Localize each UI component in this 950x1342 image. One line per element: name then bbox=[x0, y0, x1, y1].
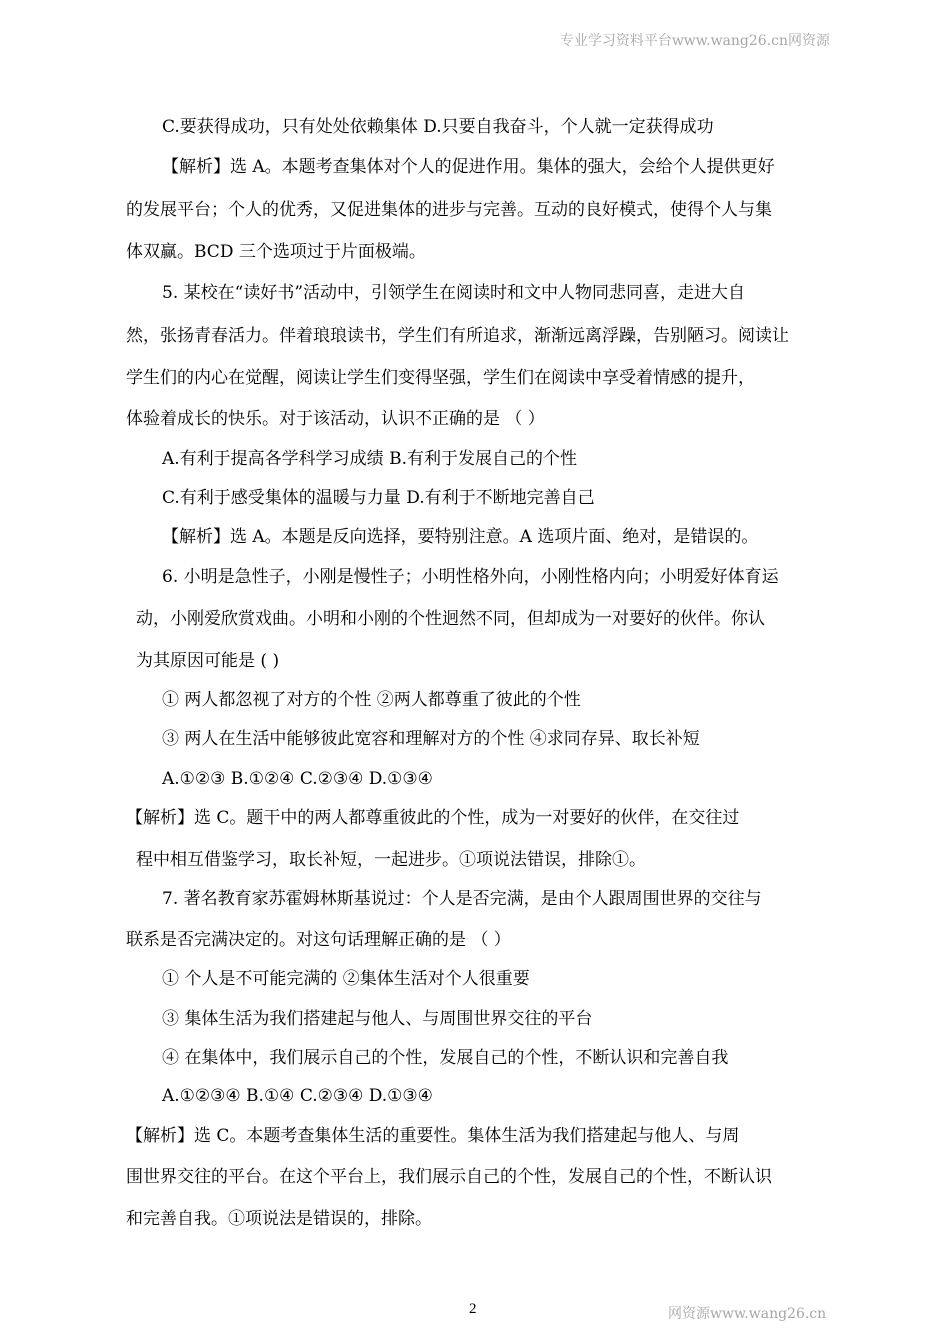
choice-line: ① 个人是不可能完满的 ②集体生活对个人很重要 bbox=[162, 969, 530, 989]
text-line: 为其原因可能是 ( ) bbox=[136, 651, 280, 671]
text-line: 体验着成长的快乐。对于该活动，认识不正确的是 （ ） bbox=[126, 409, 545, 429]
analysis-line: 【解析】选 C。题干中的两人都尊重彼此的个性，成为一对要好的伙伴，在交往过 bbox=[126, 808, 740, 828]
text-line: 和完善自我。①项说法是错误的，排除。 bbox=[126, 1209, 432, 1229]
option-line: C.有利于感受集体的温暖与力量 D.有利于不断地完善自己 bbox=[162, 488, 595, 508]
footer-watermark: 网资源www.wang26.cn bbox=[668, 1306, 827, 1322]
text-line: 5. 某校在“读好书”活动中，引领学生在阅读时和文中人物同悲同喜，走进大自 bbox=[162, 283, 746, 303]
text-line: 6. 小明是急性子，小刚是慢性子；小明性格外向，小刚性格内向；小明爱好体育运 bbox=[162, 567, 779, 587]
text-line: 学生们的内心在觉醒，阅读让学生们变得坚强，学生们在阅读中享受着情感的提升， bbox=[126, 368, 755, 388]
choice-line: ④ 在集体中，我们展示自己的个性，发展自己的个性，不断认识和完善自我 bbox=[162, 1048, 729, 1068]
text-line: 然，张扬青春活力。伴着琅琅读书，学生们有所追求，渐渐远离浮躁，告别陋习。阅读让 bbox=[126, 326, 789, 346]
choice-line: ③ 两人在生活中能够彼此宽容和理解对方的个性 ④求同存异、取长补短 bbox=[162, 729, 700, 749]
choice-line: ① 两人都忽视了对方的个性 ②两人都尊重了彼此的个性 bbox=[162, 690, 581, 710]
text-line: 动，小刚爱欣赏戏曲。小明和小刚的个性迥然不同，但却成为一对要好的伙伴。你认 bbox=[136, 609, 765, 629]
choice-line: ③ 集体生活为我们搭建起与他人、与周围世界交往的平台 bbox=[162, 1009, 593, 1029]
text-line: C.要获得成功，只有处处依赖集体 D.只要自我奋斗，个人就一定获得成功 bbox=[162, 117, 714, 137]
header-watermark: 专业学习资料平台www.wang26.cn网资源 bbox=[559, 33, 830, 49]
text-line: 的发展平台；个人的优秀，又促进集体的进步与完善。互动的良好模式，使得个人与集 bbox=[126, 200, 772, 220]
analysis-line: 【解析】选 C。本题考查集体生活的重要性。集体生活为我们搭建起与他人、与周 bbox=[126, 1126, 740, 1146]
option-line: A.①②③④ B.①④ C.②③④ D.①③④ bbox=[162, 1086, 433, 1106]
option-line: A.有利于提高各学科学习成绩 B.有利于发展自己的个性 bbox=[162, 449, 577, 469]
text-line: 围世界交往的平台。在这个平台上，我们展示自己的个性，发展自己的个性，不断认识 bbox=[126, 1167, 772, 1187]
text-line: 7. 著名教育家苏霍姆林斯基说过：个人是否完满，是由个人跟周围世界的交往与 bbox=[162, 889, 762, 909]
text-line: 程中相互借鉴学习，取长补短，一起进步。①项说法错误，排除①。 bbox=[136, 850, 646, 870]
page-number: 2 bbox=[469, 1301, 477, 1317]
option-line: A.①②③ B.①②④ C.②③④ D.①③④ bbox=[162, 769, 433, 789]
text-line: 体双赢。BCD 三个选项过于片面极端。 bbox=[126, 242, 426, 262]
text-line: 联系是否完满决定的。对这句话理解正确的是 （ ） bbox=[126, 930, 511, 950]
text-line: 【解析】选 A。本题考查集体对个人的促进作用。集体的强大，会给个人提供更好 bbox=[162, 157, 775, 177]
analysis-line: 【解析】选 A。本题是反向选择，要特别注意。A 选项片面、绝对，是错误的。 bbox=[162, 527, 759, 547]
